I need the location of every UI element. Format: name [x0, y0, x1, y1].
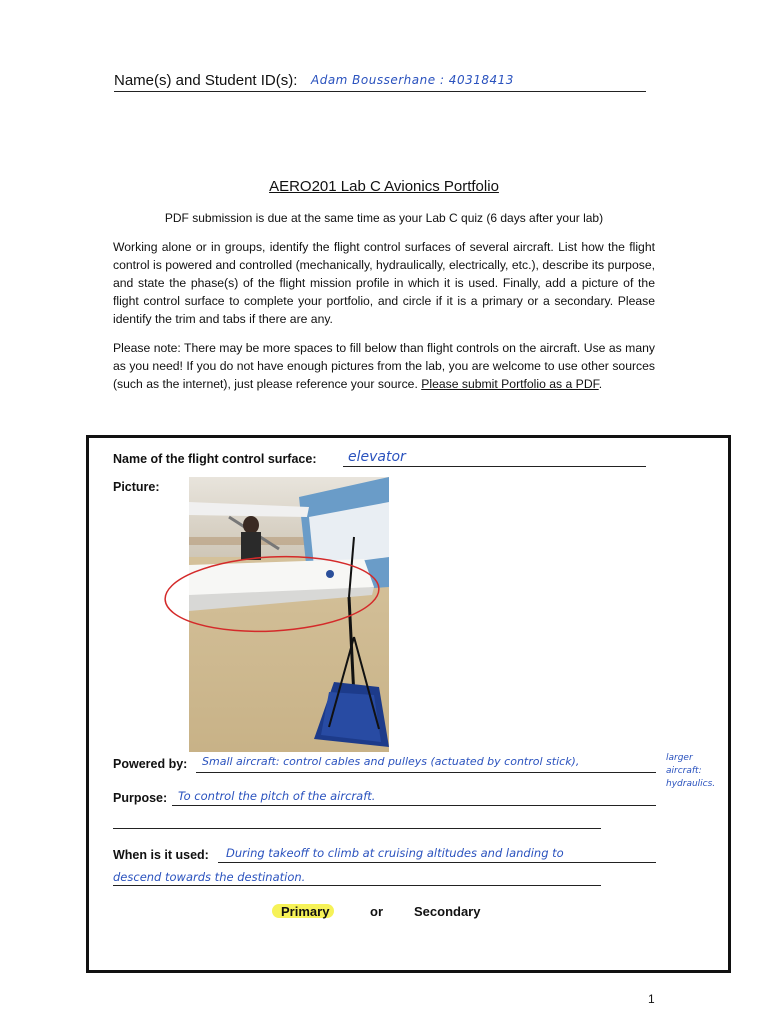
- primary-option: Primary: [281, 904, 330, 919]
- when-rule-2: [113, 885, 601, 886]
- surface-value: elevator: [348, 449, 406, 465]
- secondary-option: Secondary: [414, 904, 481, 919]
- note-paragraph: Please note: There may be more spaces to fill below than flight controls on the aircraft. Use as many as you need! If you do not have enough pictures from the lab, you are welcome to use other sources (such as the internet), just please reference your source. Please submit Portfolio as a PDF.: [113, 341, 655, 391]
- document-title: AERO201 Lab C Avionics Portfolio: [269, 178, 499, 195]
- annotation-circle: [160, 545, 385, 645]
- powered-value: Small aircraft: control cables and pulleys (actuated by control stick),: [202, 755, 580, 768]
- powered-side-note: larger aircraft: hydraulics.: [666, 753, 716, 789]
- when-value-2: descend towards the destination.: [113, 870, 306, 884]
- name-value: Adam Bousserhane : 40318413: [311, 73, 514, 87]
- instructions-paragraph: Working alone or in groups, identify the flight control surfaces of several aircraft. List how the flight control is powered and controlled (mechanically, hydraulically, electrically, etc.), describe its purpose, and state the phase(s) of the flight mission profile in which it is used. Finally, add a picture of the flight control surface to complete your portfolio, and circle if it is a primary or a secondary. Please identify the trim and tabs if there are any.: [113, 240, 655, 326]
- subtitle: PDF submission is due at the same time as your Lab C quiz (6 days after your lab): [164, 211, 604, 225]
- name-line: [114, 72, 646, 92]
- when-label: When is it used:: [113, 848, 209, 862]
- surface-rule: [343, 466, 646, 467]
- when-rule: [218, 862, 656, 863]
- submit-pdf-link: Please submit Portfolio as a PDF: [421, 377, 599, 391]
- when-value-1: During takeoff to climb at cruising altitudes and landing to: [226, 846, 564, 860]
- purpose-rule-2: [113, 828, 601, 829]
- powered-label: Powered by:: [113, 757, 188, 771]
- purpose-rule: [172, 805, 656, 806]
- page-number: 1: [648, 992, 655, 1006]
- powered-rule: [196, 772, 656, 773]
- purpose-label: Purpose:: [113, 791, 168, 805]
- surface-label: Name of the flight control surface:: [113, 452, 317, 466]
- picture-label: Picture:: [113, 480, 160, 494]
- purpose-value: To control the pitch of the aircraft.: [178, 789, 376, 803]
- name-label: Name(s) and Student ID(s):: [114, 72, 298, 89]
- or-text: or: [370, 904, 383, 919]
- portfolio-entry-box: [86, 435, 731, 973]
- name-underline: [114, 91, 646, 92]
